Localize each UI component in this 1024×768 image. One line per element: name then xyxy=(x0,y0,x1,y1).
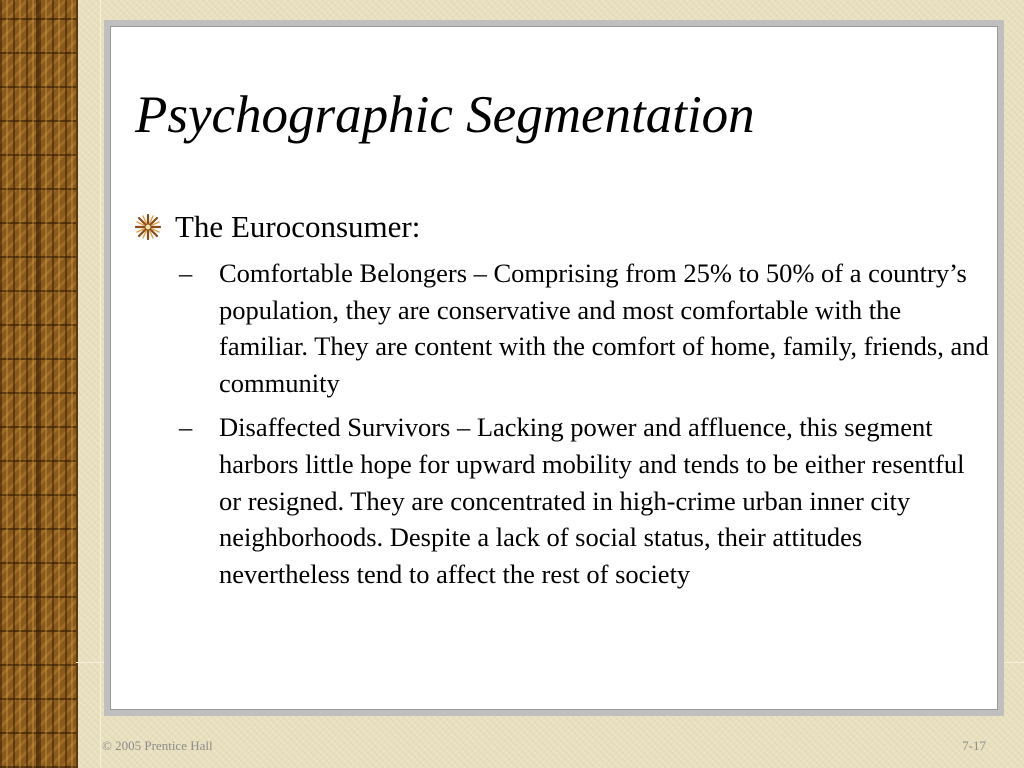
wood-border-strip xyxy=(0,0,78,768)
bullet-text: The Euroconsumer: xyxy=(175,209,421,244)
dash-marker: – xyxy=(179,412,193,443)
dash-marker: – xyxy=(179,258,193,288)
sub-bullet-list xyxy=(173,255,993,600)
footer-page-number: 7-17 xyxy=(962,738,986,753)
sub-bullet-item xyxy=(173,409,993,592)
sub-bullet-text: Disaffected Survivors – Lacking power and affluence, this segment harbors little hope for upward mobility and tends to be either resentful or resigned. They are concentrated in high-crime urban inner city neighborhoods. Despite a lack of social status, their attitudes nevertheless tend to affect the rest of society xyxy=(219,412,965,589)
bullet-item xyxy=(135,209,420,245)
starburst-icon xyxy=(135,214,161,240)
footer-copyright: © 2005 Prentice Hall xyxy=(102,738,213,753)
vertical-rule xyxy=(100,0,101,768)
slide-title: Psychographic Segmentation xyxy=(135,86,755,144)
slide-frame xyxy=(104,20,1004,716)
sub-bullet-text: Comfortable Belongers – Comprising from 25% to 50% of a country’s population, they are conservative and most comfortable with the familiar. They are content with the comfort of home, family, friends, and community xyxy=(219,258,989,398)
sub-bullet-item xyxy=(173,255,993,401)
slide-content-area xyxy=(110,26,998,710)
